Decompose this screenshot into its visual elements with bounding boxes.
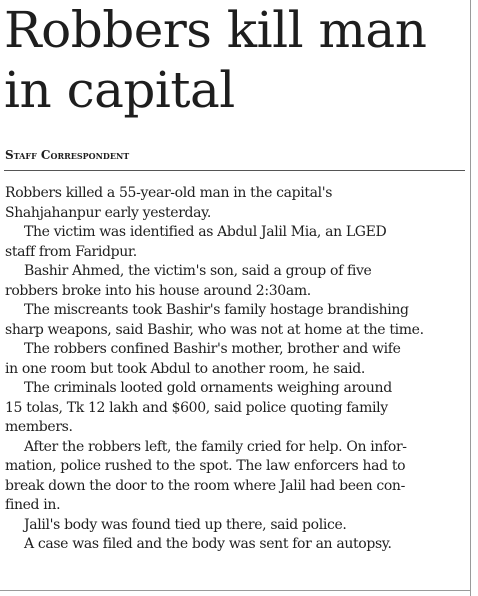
- text-line: fined in.: [5, 497, 61, 513]
- text-line: Robbers killed a 55-year-old man in the capital's: [5, 185, 333, 201]
- text-line: The victim was identified as Abdul Jalil Mia, an LGED: [24, 224, 387, 240]
- article-body: [5, 184, 464, 555]
- text-line: The robbers confined Bashir's mother, brother and wife: [24, 341, 401, 357]
- text-line: robbers broke into his house around 2:30am.: [5, 282, 311, 299]
- text-line: mation, police rushed to the spot. The law enforcers had to: [5, 458, 406, 474]
- text-line: Bashir Ahmed, the victim's son, said a group of five: [24, 263, 372, 279]
- byline-divider: [4, 170, 465, 171]
- text-line: Shahjahanpur early yesterday.: [5, 204, 211, 221]
- article-paragraph: [5, 301, 464, 340]
- text-line: The criminals looted gold ornaments weighing around: [24, 380, 392, 396]
- headline: [4, 0, 466, 120]
- text-line: break down the door to the room where Jalil had been con-: [5, 477, 405, 494]
- text-line: A case was filed and the body was sent for an autopsy.: [24, 536, 392, 552]
- text-line: sharp weapons, said Bashir, who was not at home at the time.: [5, 321, 424, 338]
- text-line: staff from Faridpur.: [5, 243, 137, 260]
- article-paragraph: [5, 438, 464, 516]
- headline-line: Robbers kill man: [4, 1, 427, 59]
- text-line: After the robbers left, the family cried for help. On infor-: [24, 438, 407, 455]
- text-line: in one room but took Abdul to another room, he said.: [5, 360, 365, 377]
- headline-line: in capital: [4, 61, 235, 119]
- column-rule: [470, 0, 471, 596]
- article-paragraph: [5, 340, 464, 379]
- article-paragraph: [5, 516, 464, 536]
- article-paragraph: [5, 262, 464, 301]
- article-paragraph: [5, 379, 464, 438]
- article-paragraph: [5, 223, 464, 262]
- text-line: 15 tolas, Tk 12 lakh and $600, said police quoting family: [5, 399, 388, 416]
- text-line: Jalil's body was found tied up there, said police.: [24, 516, 347, 533]
- article-paragraph: [5, 184, 464, 223]
- article-paragraph: [5, 535, 464, 555]
- text-line: members.: [5, 419, 73, 435]
- text-line: The miscreants took Bashir's family hostage brandishing: [24, 302, 409, 318]
- byline: Staff Correspondent: [5, 148, 130, 162]
- bottom-rule: [0, 590, 471, 591]
